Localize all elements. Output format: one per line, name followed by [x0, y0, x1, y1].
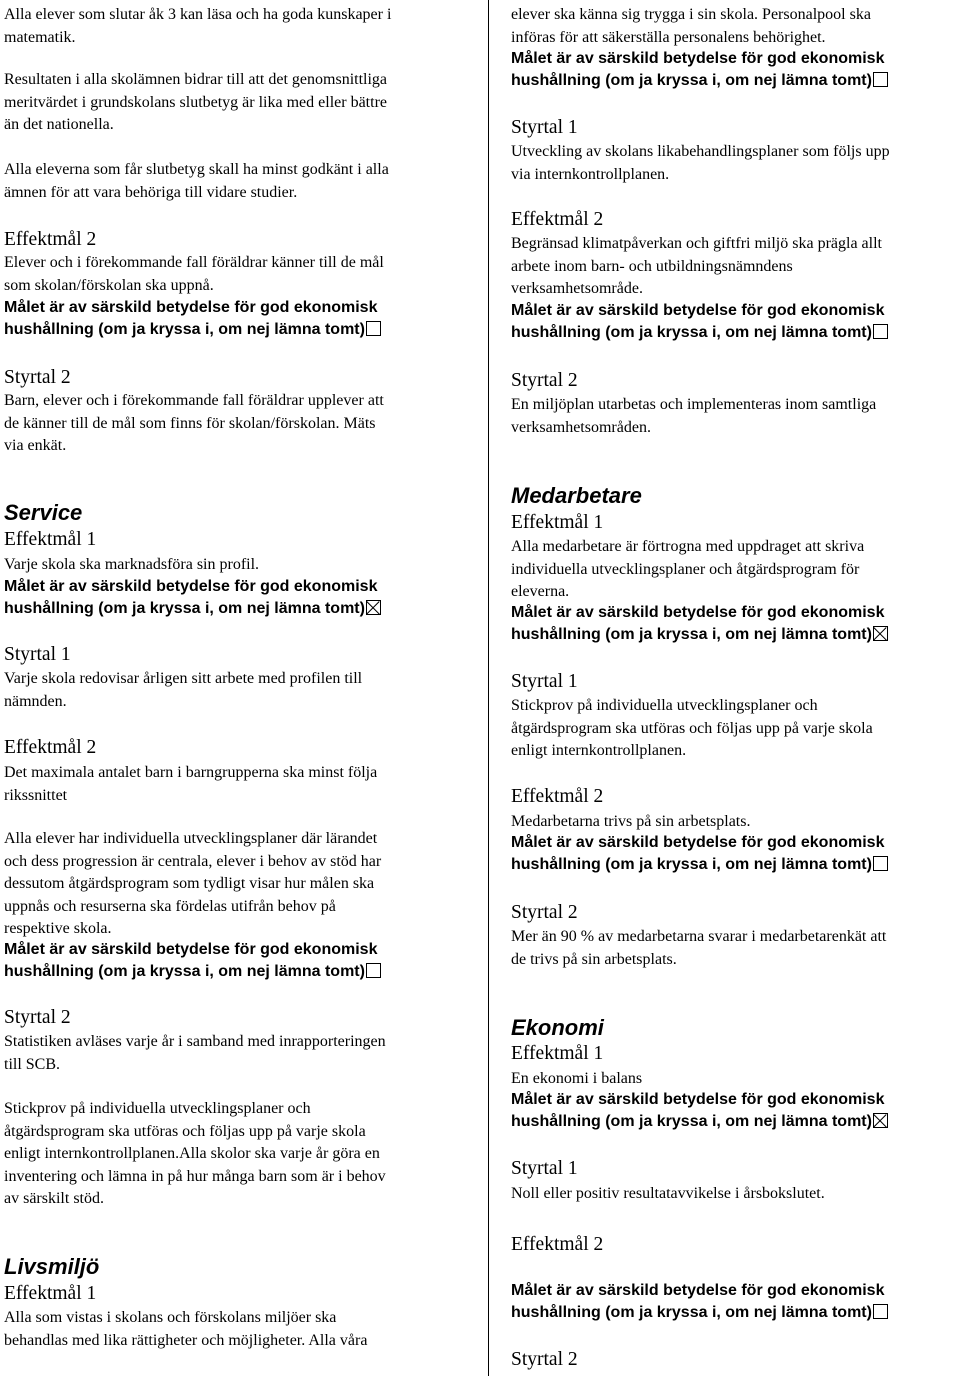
text-line: Styrtal 1 [511, 117, 578, 138]
text-line: hushållning (om ja kryssa i, om nej lämna tomt) [511, 1304, 872, 1321]
text-line: matematik. [4, 28, 76, 46]
text-line: uppnås och resurserna ska fördelas utifrån behov på [4, 897, 336, 915]
economy-question-line [4, 598, 381, 621]
economy-question-line [511, 322, 888, 345]
paragraph [4, 1031, 386, 1076]
text-line: En ekonomi i balans [511, 1070, 643, 1087]
text-line: Styrtal 2 [4, 367, 71, 388]
paragraph [4, 69, 387, 137]
economy-question-line [511, 854, 888, 877]
text-line: hushållning (om ja kryssa i, om nej lämna tomt) [4, 321, 365, 338]
text-line: Effektmål 2 [511, 786, 604, 807]
paragraph [4, 1307, 367, 1352]
goal-heading [511, 785, 603, 809]
economy-question [4, 297, 377, 320]
text-line: Effektmål 1 [511, 512, 604, 533]
text-line: rikssnittet [4, 786, 68, 804]
column-divider [488, 0, 489, 1376]
text-line: En miljöplan utarbetas och implementeras inom samtliga [511, 396, 877, 413]
text-line: Styrtal 1 [4, 644, 71, 665]
text-line: Stickprov på individuella utvecklingsplaner och [4, 1100, 311, 1117]
text-line: Effektmål 2 [511, 209, 604, 230]
text-line: hushållning (om ja kryssa i, om nej lämna tomt) [511, 856, 872, 873]
text-line: elever ska känna sig trygga i sin skola. Personalpool ska [511, 6, 871, 23]
paragraph [4, 159, 389, 204]
text-line: Effektmål 1 [511, 1043, 604, 1064]
text-line: hushållning (om ja kryssa i, om nej lämna tomt) [4, 963, 365, 980]
text-line: Stickprov på individuella utvecklingsplaner och [511, 697, 818, 714]
paragraph [511, 394, 876, 439]
goal-heading [4, 736, 96, 760]
text-line: Effektmål 2 [511, 1234, 604, 1255]
text-line: Styrtal 2 [4, 1007, 71, 1028]
text-line: Effektmål 2 [4, 229, 97, 250]
text-line: Styrtal 1 [511, 1158, 578, 1179]
text-line: Effektmål 1 [4, 529, 97, 550]
economy-question [4, 576, 377, 599]
economy-question-line [511, 624, 888, 647]
paragraph [511, 1183, 825, 1206]
paragraph [511, 4, 871, 49]
goal-heading [511, 116, 578, 140]
text-line: Det maximala antalet barn i barngrupperna ska minst följa [4, 764, 378, 781]
text-line: via internkontrollplanen. [511, 165, 670, 183]
checkbox-empty[interactable] [366, 963, 381, 978]
goal-heading [511, 1233, 603, 1257]
text-line: behandlas med lika rättigheter och möjligheter. Alla våra [4, 1331, 368, 1349]
text-line: de känner till de mål som finns för skolan/förskolan. Mäts [4, 414, 376, 432]
text-line: verksamhetsområden. [511, 418, 651, 436]
text-line: hushållning (om ja kryssa i, om nej lämna tomt) [4, 600, 365, 617]
text-line: Målet är av särskild betydelse för god ekonomisk [511, 1282, 885, 1299]
text-line: av särskilt stöd. [4, 1190, 104, 1207]
goal-heading [511, 1348, 578, 1372]
text-line: Styrtal 1 [511, 671, 578, 692]
text-line: Medarbetarna trivs på sin arbetsplats. [511, 813, 751, 830]
text-line: Alla som vistas i skolans och förskolans miljöer ska [4, 1309, 337, 1326]
text-line: som skolan/förskolan ska uppnå. [4, 276, 214, 294]
checkbox-checked[interactable] [366, 600, 381, 615]
checkbox-checked[interactable] [873, 1113, 888, 1128]
paragraph [511, 695, 873, 763]
goal-heading [511, 369, 578, 393]
text-line: Ekonomi [511, 1015, 604, 1040]
section-heading [511, 1015, 604, 1041]
text-line: Mer än 90 % av medarbetarna svarar i medarbetarenkät att [511, 928, 887, 945]
text-line: dessutom åtgärdsprogram som tydligt visar hur målen ska [4, 875, 375, 892]
text-line: hushållning (om ja kryssa i, om nej lämna tomt) [511, 72, 872, 89]
economy-question [511, 1089, 884, 1112]
text-line: Resultaten i alla skolämnen bidrar till att det genomsnittliga [4, 71, 388, 88]
economy-question [511, 602, 884, 625]
text-line: Målet är av särskild betydelse för god ekonomisk [511, 302, 885, 319]
economy-question [511, 48, 884, 71]
text-line: Noll eller positiv resultatavvikelse i årsbokslutet. [511, 1185, 825, 1202]
text-line: enligt internkontrollplanen. [511, 742, 687, 759]
economy-question [511, 300, 884, 323]
goal-heading [511, 1157, 578, 1181]
text-line: meritvärdet i grundskolans slutbetyg är lika med eller bättre [4, 93, 387, 111]
text-line: Effektmål 1 [4, 1283, 97, 1304]
text-line: via enkät. [4, 437, 67, 454]
paragraph [4, 554, 259, 577]
text-line: Målet är av särskild betydelse för god ekonomisk [511, 1091, 885, 1108]
paragraph [4, 252, 384, 297]
checkbox-empty[interactable] [873, 72, 888, 87]
economy-question-line [511, 1302, 888, 1325]
text-line: Statistiken avläses varje år i samband med inrapporteringen [4, 1033, 386, 1050]
text-line: Service [4, 500, 83, 525]
economy-question-line [4, 961, 381, 984]
text-line: individuella utvecklingsplaner och åtgärdsprogram för [511, 560, 860, 578]
text-line: Effektmål 2 [4, 737, 97, 758]
text-line: Barn, elever och i förekommande fall föräldrar upplever att [4, 392, 384, 409]
text-line: hushållning (om ja kryssa i, om nej lämna tomt) [511, 1113, 872, 1130]
paragraph [511, 233, 882, 301]
paragraph [511, 1068, 642, 1091]
text-line: införas för att säkerställa personalens behörighet. [511, 28, 826, 46]
economy-question-line [511, 1111, 888, 1134]
text-line: Målet är av särskild betydelse för god ekonomisk [4, 299, 378, 316]
economy-question [4, 939, 377, 962]
text-line: Alla elever som slutar åk 3 kan läsa och ha goda kunskaper i [4, 6, 392, 23]
section-heading [4, 1254, 99, 1280]
text-line: Elever och i förekommande fall föräldrar känner till de mål [4, 254, 384, 271]
text-line: hushållning (om ja kryssa i, om nej lämna tomt) [511, 626, 872, 643]
goal-heading [511, 511, 603, 535]
text-line: Varje skola ska marknadsföra sin profil. [4, 556, 260, 573]
text-line: Varje skola redovisar årligen sitt arbete med profilen till [4, 670, 363, 687]
text-line: nämnden. [4, 692, 67, 710]
goal-heading [511, 901, 578, 925]
text-line: Målet är av särskild betydelse för god ekonomisk [511, 604, 885, 621]
paragraph [511, 811, 750, 834]
economy-question [511, 832, 884, 855]
text-line: verksamhetsområde. [511, 280, 643, 297]
text-line: åtgärdsprogram ska utföras och följas upp på varje skola [4, 1122, 366, 1140]
text-line: hushållning (om ja kryssa i, om nej lämna tomt) [511, 324, 872, 341]
text-line: Styrtal 2 [511, 1349, 578, 1370]
text-line: till SCB. [4, 1055, 61, 1073]
goal-heading [511, 208, 603, 232]
goal-heading [511, 1042, 603, 1066]
text-line: och dess progression är centrala, elever i behov av stöd har [4, 852, 382, 870]
text-line: ämnen för att vara behöriga till vidare studier. [4, 183, 298, 201]
paragraph [4, 828, 381, 941]
paragraph [4, 1098, 386, 1211]
text-line: Målet är av särskild betydelse för god ekonomisk [511, 50, 885, 67]
economy-question-line [511, 70, 888, 93]
text-line: Livsmiljö [4, 1254, 100, 1279]
text-line: Utveckling av skolans likabehandlingsplaner som följs upp [511, 143, 890, 160]
section-heading [511, 483, 642, 509]
text-line: Styrtal 2 [511, 370, 578, 391]
economy-question-line [4, 319, 381, 342]
goal-heading [4, 643, 71, 667]
checkbox-empty[interactable] [873, 856, 888, 871]
text-line: Målet är av särskild betydelse för god ekonomisk [511, 834, 885, 851]
text-line: Målet är av särskild betydelse för god ekonomisk [4, 941, 378, 958]
text-line: Alla eleverna som får slutbetyg skall ha minst godkänt i alla [4, 161, 389, 178]
text-line: än det nationella. [4, 116, 114, 133]
goal-heading [4, 228, 96, 252]
text-line: eleverna. [511, 583, 570, 600]
paragraph [4, 4, 391, 49]
paragraph [4, 390, 384, 458]
text-line: Styrtal 2 [511, 902, 578, 923]
section-heading [4, 500, 82, 526]
paragraph [511, 536, 864, 604]
text-line: arbete inom barn- och utbildningsnämndens [511, 257, 793, 275]
checkbox-empty[interactable] [366, 321, 381, 336]
text-line: respektive skola. [4, 920, 112, 937]
goal-heading [511, 670, 578, 694]
economy-question [511, 1280, 884, 1303]
text-line: åtgärdsprogram ska utföras och följas upp på varje skola [511, 719, 873, 737]
text-line: enligt internkontrollplanen.Alla skolor ska varje år göra en [4, 1145, 380, 1162]
text-line: Alla medarbetare är förtrogna med uppdraget att skriva [511, 538, 865, 555]
paragraph [511, 926, 886, 971]
paragraph [4, 762, 377, 807]
goal-heading [4, 366, 71, 390]
checkbox-empty[interactable] [873, 1304, 888, 1319]
text-line: Målet är av särskild betydelse för god ekonomisk [4, 578, 378, 595]
text-line: Begränsad klimatpåverkan och giftfri miljö ska prägla allt [511, 235, 882, 252]
goal-heading [4, 528, 96, 552]
paragraph [511, 141, 890, 186]
goal-heading [4, 1006, 71, 1030]
text-line: Alla elever har individuella utvecklingsplaner där lärandet [4, 830, 378, 847]
goal-heading [4, 1282, 96, 1306]
text-line: Medarbetare [511, 483, 642, 508]
checkbox-empty[interactable] [873, 324, 888, 339]
paragraph [4, 668, 362, 713]
text-line: de trivs på sin arbetsplats. [511, 950, 677, 968]
text-line: inventering och lämna in på hur många barn som är i behov [4, 1167, 386, 1185]
checkbox-checked[interactable] [873, 626, 888, 641]
